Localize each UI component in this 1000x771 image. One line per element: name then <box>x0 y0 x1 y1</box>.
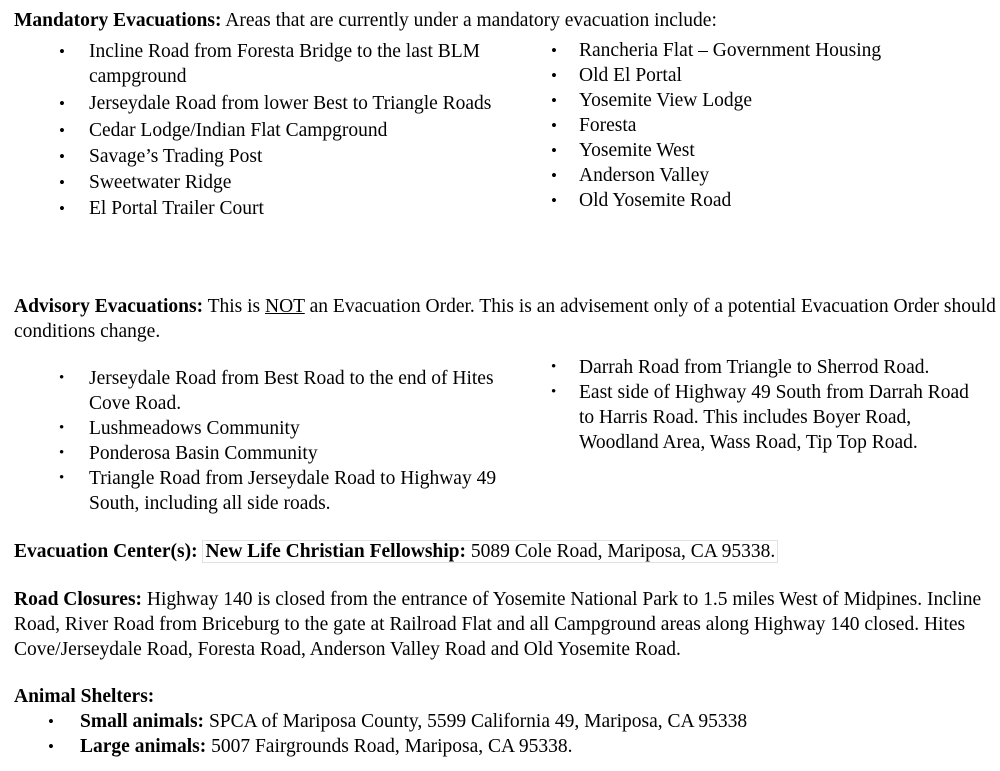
evac-center-address: 5089 Cole Road, Mariposa, CA 95338. <box>466 541 776 562</box>
list-item: • Jerseydale Road from lower Best to Triangle Roads <box>59 93 492 114</box>
bullet-icon: • <box>551 384 557 400</box>
not-emphasis: NOT <box>265 296 305 317</box>
list-item: • Incline Road from Foresta Bridge to the last BLM campground <box>59 41 481 87</box>
bullet-icon: • <box>551 91 557 110</box>
animal-shelters-heading: Animal Shelters: <box>14 686 155 707</box>
animal-shelters-heading-line <box>14 684 994 709</box>
list-item: • Cedar Lodge/Indian Flat Campground <box>59 120 388 141</box>
bullet-icon: • <box>551 66 557 85</box>
road-closures-heading: Road Closures: <box>14 589 143 610</box>
list-item: • Anderson Valley <box>551 165 710 186</box>
bullet-icon: • <box>59 420 65 436</box>
bullet-icon: • <box>59 199 65 218</box>
list-item: • Small animals: SPCA of Mariposa County, 5599 California 49, Mariposa, CA 95338 <box>48 711 748 732</box>
bullet-icon: • <box>551 116 557 135</box>
advisory-left-list <box>14 366 504 516</box>
advisory-paragraph: Advisory Evacuations: This is NOT an Evacuation Order. This is an advisement only of a potential Evacuation Order should conditions change. <box>14 296 996 342</box>
bullet-icon: • <box>59 94 65 113</box>
list-item: • Old Yosemite Road <box>551 190 732 211</box>
bullet-icon: • <box>59 470 65 486</box>
mandatory-heading-line <box>14 8 994 33</box>
bullet-icon: • <box>48 737 54 756</box>
list-item: • Rancheria Flat – Government Housing <box>551 40 882 61</box>
bullet-icon: • <box>551 191 557 210</box>
list-item: • Large animals: 5007 Fairgrounds Road, Mariposa, CA 95338. <box>48 736 573 757</box>
bullet-icon: • <box>551 41 557 60</box>
evac-center-highlight <box>202 540 778 563</box>
bullet-icon: • <box>551 359 557 375</box>
bullet-icon: • <box>551 141 557 160</box>
list-item: • Ponderosa Basin Community <box>59 443 318 464</box>
mandatory-right-list <box>541 38 991 213</box>
list-item: • Yosemite West <box>551 140 695 161</box>
list-item: • Sweetwater Ridge <box>59 172 232 193</box>
bullet-icon: • <box>59 445 65 461</box>
evac-center-name: New Life Christian Fellowship: <box>205 541 467 562</box>
road-closures-paragraph <box>14 587 1000 662</box>
mandatory-intro: Areas that are currently under a mandatory evacuation include: <box>221 10 717 31</box>
bullet-icon: • <box>551 166 557 185</box>
list-item: • Darrah Road from Triangle to Sherrod Road. <box>551 357 930 378</box>
animal-shelters-list <box>0 709 990 759</box>
list-item: • Savage’s Trading Post <box>59 146 263 167</box>
list-item: • Old El Portal <box>551 65 682 86</box>
list-item: • Lushmeadows Community <box>59 418 300 439</box>
bullet-icon: • <box>59 121 65 140</box>
road-closures-text: Highway 140 is closed from the entrance of Yosemite National Park to 1.5 miles West of Midpines. Incline Road, River Road from Briceburg to the gate at Railroad Flat and all Campground areas along Highway 140 closed. Hites Cove/Jerseydale Road, Foresta Road, Anderson Valley Road and Old Yosemite Road. <box>14 589 982 660</box>
bullet-icon: • <box>59 147 65 166</box>
list-item: • East side of Highway 49 South from Darrah Road to Harris Road. This includes Boyer Road, Woodland Area, Wass Road, Tip Top Road. <box>551 382 969 453</box>
list-item: • Triangle Road from Jerseydale Road to Highway 49 South, including all side roads. <box>59 468 497 514</box>
list-item: • El Portal Trailer Court <box>59 198 264 219</box>
mandatory-heading: Mandatory Evacuations: <box>14 10 222 31</box>
evac-center-line <box>14 539 994 564</box>
bullet-icon: • <box>59 42 65 61</box>
list-item: • Foresta <box>551 115 637 136</box>
bullet-icon: • <box>59 173 65 192</box>
list-item: • Yosemite View Lodge <box>551 90 753 111</box>
bullet-icon: • <box>48 712 54 731</box>
bullet-icon: • <box>59 370 65 386</box>
mandatory-left-list <box>14 39 504 221</box>
advisory-heading: Advisory Evacuations: <box>14 296 204 317</box>
evac-center-heading: Evacuation Center(s): <box>14 541 198 562</box>
advisory-right-list <box>541 355 986 455</box>
list-item: • Jerseydale Road from Best Road to the end of Hites Cove Road. <box>59 368 494 414</box>
